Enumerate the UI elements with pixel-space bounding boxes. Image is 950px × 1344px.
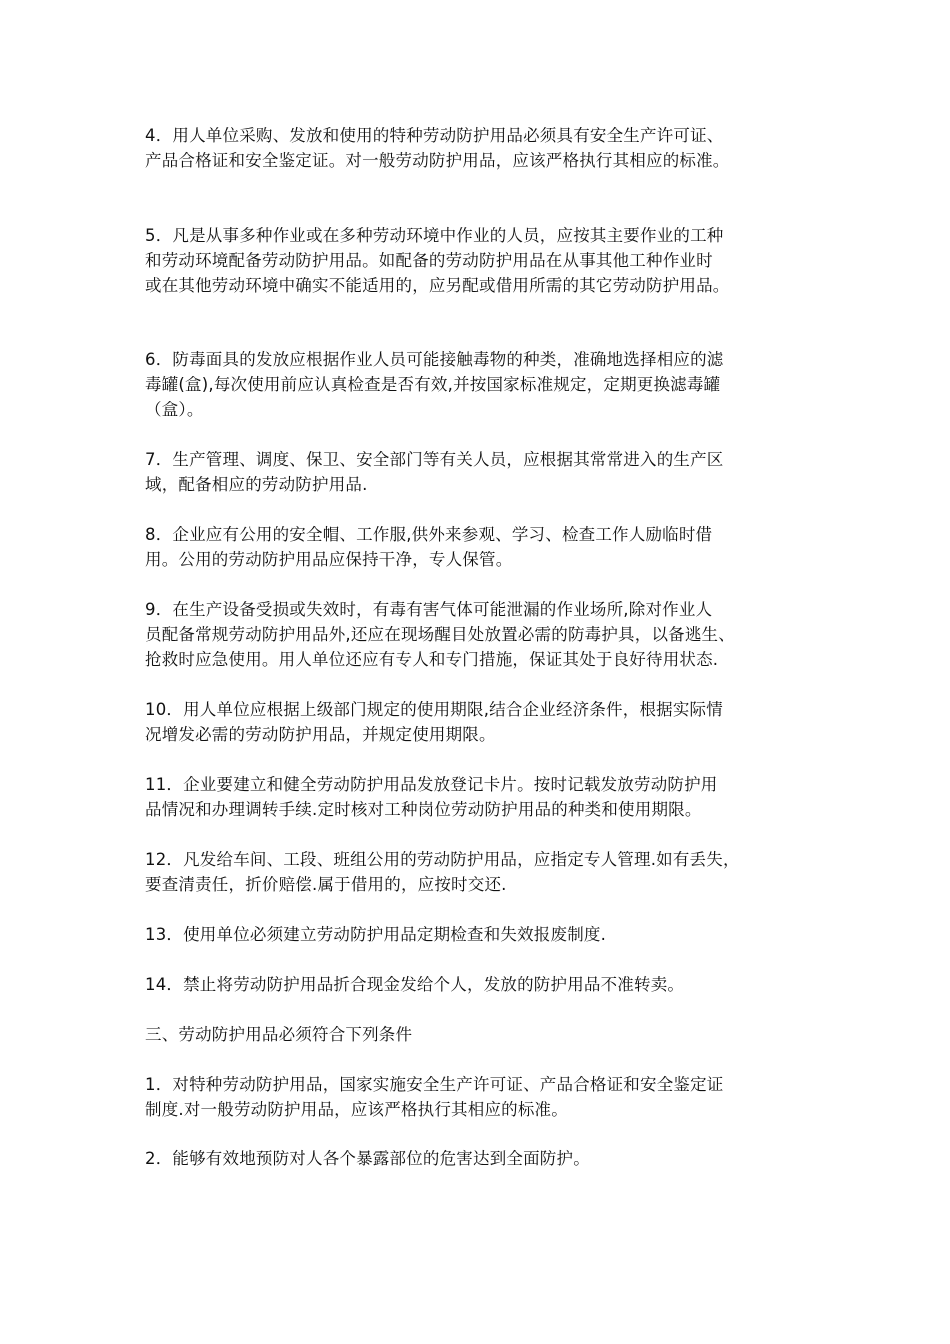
text-line: （盒）。 <box>145 400 204 419</box>
text-line: 况增发必需的劳动防护用品，并规定使用期限。 <box>145 725 496 744</box>
text-line: 10．用人单位应根据上级部门规定的使用期限,结合企业经济条件，根据实际情 <box>145 700 723 719</box>
paragraph-item-6 <box>145 347 825 422</box>
text-line: 品情况和办理调转手续.定时核对工种岗位劳动防护用品的种类和使用期限。 <box>145 800 702 819</box>
text-line: 13．使用单位必须建立劳动防护用品定期检查和失效报废制度. <box>145 925 607 944</box>
paragraph-item-14 <box>145 972 825 997</box>
text-line: 员配备常规劳动防护用品外,还应在现场醒目处放置必需的防毒护具，以备逃生、 <box>145 625 735 644</box>
text-line: 或在其他劳动环境中确实不能适用的，应另配或借用所需的其它劳动防护用品。 <box>145 276 730 295</box>
text-line: 制度.对一般劳动防护用品，应该严格执行其相应的标准。 <box>145 1100 568 1119</box>
paragraph-item-9 <box>145 597 825 672</box>
text-line: 产品合格证和安全鉴定证。对一般劳动防护用品，应该严格执行其相应的标准。 <box>145 151 730 170</box>
text-line: 8．企业应有公用的安全帽、工作服,供外来参观、学习、检查工作人励临时借 <box>145 525 713 544</box>
paragraph-item-11 <box>145 772 825 822</box>
text-line: 11．企业要建立和健全劳动防护用品发放登记卡片。按时记载发放劳动防护用 <box>145 775 718 794</box>
paragraph-item-7 <box>145 447 825 497</box>
paragraph-item-5 <box>145 223 825 298</box>
text-line: 2．能够有效地预防对人各个暴露部位的危害达到全面防护。 <box>145 1149 590 1168</box>
text-line: 和劳动环境配备劳动防护用品。如配备的劳动防护用品在从事其他工种作业时 <box>145 251 713 270</box>
text-line: 域，配备相应的劳动防护用品. <box>145 475 368 494</box>
paragraph-item-12 <box>145 847 825 897</box>
text-line: 14．禁止将劳动防护用品折合现金发给个人，发放的防护用品不准转卖。 <box>145 975 685 994</box>
text-line: 要查清责任，折价赔偿.属于借用的，应按时交还. <box>145 875 507 894</box>
paragraph-item-13 <box>145 922 825 947</box>
text-line: 12．凡发给车间、工段、班组公用的劳动防护用品，应指定专人管理.如有丢失， <box>145 850 740 869</box>
section-heading <box>145 1022 825 1047</box>
text-line: 毒罐(盒),每次使用前应认真检查是否有效,并按国家标准规定，定期更换滤毒罐 <box>145 375 721 394</box>
paragraph-item-4 <box>145 123 825 173</box>
text-line: 1．对特种劳动防护用品，国家实施安全生产许可证、产品合格证和安全鉴定证 <box>145 1075 724 1094</box>
text-line: 抢救时应急使用。用人单位还应有专人和专门措施，保证其处于良好待用状态. <box>145 650 719 669</box>
paragraph-item-10 <box>145 697 825 747</box>
text-line: 三、劳动防护用品必须符合下列条件 <box>145 1025 413 1044</box>
condition-item-1 <box>145 1072 825 1122</box>
text-line: 4．用人单位采购、发放和使用的特种劳动防护用品必须具有安全生产许可证、 <box>145 126 724 145</box>
paragraph-item-8 <box>145 522 825 572</box>
text-line: 5．凡是从事多种作业或在多种劳动环境中作业的人员，应按其主要作业的工种 <box>145 226 724 245</box>
condition-item-2 <box>145 1146 825 1171</box>
text-line: 9．在生产设备受损或失效时，有毒有害气体可能泄漏的作业场所,除对作业人 <box>145 600 713 619</box>
text-line: 7．生产管理、调度、保卫、安全部门等有关人员，应根据其常常进入的生产区 <box>145 450 724 469</box>
text-line: 6．防毒面具的发放应根据作业人员可能接触毒物的种类，准确地选择相应的滤 <box>145 350 724 369</box>
text-line: 用。公用的劳动防护用品应保持干净，专人保管。 <box>145 550 513 569</box>
